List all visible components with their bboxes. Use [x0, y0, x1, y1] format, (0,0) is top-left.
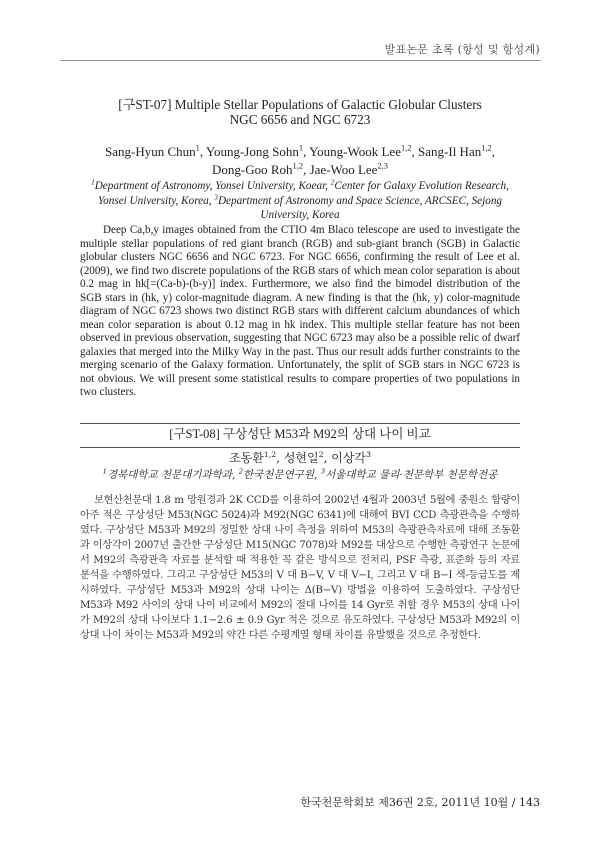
affiliation: $^1$경북대학교 천문대기과학과, — [102, 467, 239, 481]
paper1-affiliations — [80, 179, 520, 223]
affiliation: $^3$서울대학교 물리·천문학부 천문학전공 — [320, 467, 498, 481]
author: Young-Wook Lee$^{1,2}$, — [309, 142, 419, 159]
author: 성현일$^2$, — [283, 450, 332, 465]
section-divider-top — [80, 423, 520, 424]
page-footer: 한국천문학회보 제36권 2호, 2011년 10월 / 143 — [300, 796, 540, 809]
affiliation: $^3$Department of Astronomy and Space Science, ARCSEC, Sejong University, Korea — [214, 192, 503, 221]
paper2-affiliations — [80, 468, 520, 482]
paper1-title-line1: [구ST-07] Multiple Stellar Populations of Galactic Globular Clusters — [118, 97, 482, 112]
author: 조동환$^{1,2}$, — [229, 450, 284, 465]
author: Jae-Woo Lee$^{2,3}$ — [309, 160, 388, 177]
paper2-abstract: 보현산천문대 1.8 m 망원경과 2K CCD를 이용하여 2002년 4월과 2003년 5월에 중원소 함량이 아주 적은 구상성단 M53(NGC 5024)과 M92(NGC 6341)에 대해여 BVI CCD 측광관측을 수행하였다. 구상성단 M53과 M92의 정밀한 상대 나이 측정을 위하여 M53의 측광관측자료에 대해 조동환과 이상각이 2007년 출간한 구상성단 M15(NGC 7078)와 M92를 대상으로 수행한 측광연구 논문에서 M92의 측광관측 자료를 분석할 때 적용한 꼭 같은 방식으로 전처리, PSF 측광, 표준화 등의 자료 분석을 수행하였다. 그리고 구상성단 M53의 V 대 B−V, V 대 V−I, 그리고 V 대 B−I 색-등급도를 제시하였다. 구상성단 M53과 M92의 상대 나이는 Δ(B−V) 방법을 이용하여 도출하였다. 구상성단 M53과 M92 사이의 상대 나이 비교에서 M92의 절대 나이를 14 Gyr로 취할 경우 M53의 상대 나이가 M92의 상대 나이보다 1.1−2.6 ± 0.9 Gyr 적은 것으로 유도하였다. 구상성단 M53과 M92의 이 상대 나이 차이는 M53과 M92의 약간 다른 수평계열 형태 차이를 유발했을 것으로 추정한다. — [80, 495, 520, 641]
paper1-title-line2: NGC 6656 and NGC 6723 — [229, 112, 371, 127]
paper2-title: [구ST-08] 구상성단 M53과 M92의 상대 나이 비교 — [169, 427, 431, 441]
author: Sang-Hyun Chun$^1$, — [104, 142, 206, 159]
affiliation: $^2$Center for Galaxy Evolution Research, Yonsei University, Korea, — [97, 178, 509, 207]
author: Sang-Il Han$^{1,2}$, — [418, 142, 496, 159]
affiliation: $^1$Department of Astronomy, Yonsei University, Koear, — [91, 178, 331, 192]
section-divider-bottom — [80, 447, 520, 448]
paper2-authors — [80, 450, 520, 466]
paper1-title — [70, 97, 530, 127]
running-head: 발표논문 초록 (항성 및 항성계) — [384, 43, 540, 56]
author: Dong-Goo Roh$^{1,2}$, — [211, 160, 310, 177]
header-divider — [60, 60, 541, 61]
paper1-abstract: Deep Ca,b,y images obtained from the CTIO 4m Blaco telescope are used to investigate the multiple stellar populations of red giant branch (RGB) and sub-giant branch (SGB) in Galactic globular clusters NGC 6656 and NGC 6723. For NGC 6656, confirming the result of Lee et al. (2009), we find two discrete populations of the RGB stars of which mean color separation is about 0.2 mag in hk[=(Ca-b)-(b-y)] index. Furthermore, we also find the bimodel distribution of the SGB stars in (hk, y) color-magnitude diagram. A new finding is that the (hk, y) color-magnitude diagram of NGC 6723 shows two distinct RGB stars with different calcium abundances of which mean color separation is about 0.12 mag in hk index. This multiple stellar feature has not been observed in previous observation, suggesting that NGC 6723 may also be a possible relic of dwarf galaxies that merged into the Milky Way in the past. Thus our result adds further constraints to the merging scenario of the Galaxy formation. Unfortunately, the split of SGB stars in NGC 6723 is not obvious. We will present some statistical results to compare properties of two populations in two clusters. — [80, 224, 520, 398]
paper1-authors — [70, 143, 530, 178]
author: Young-Jong Sohn$^1$, — [205, 142, 310, 159]
author: 이상각$^3$ — [331, 450, 371, 465]
affiliation: $^2$한국천문연구원, — [238, 467, 321, 481]
